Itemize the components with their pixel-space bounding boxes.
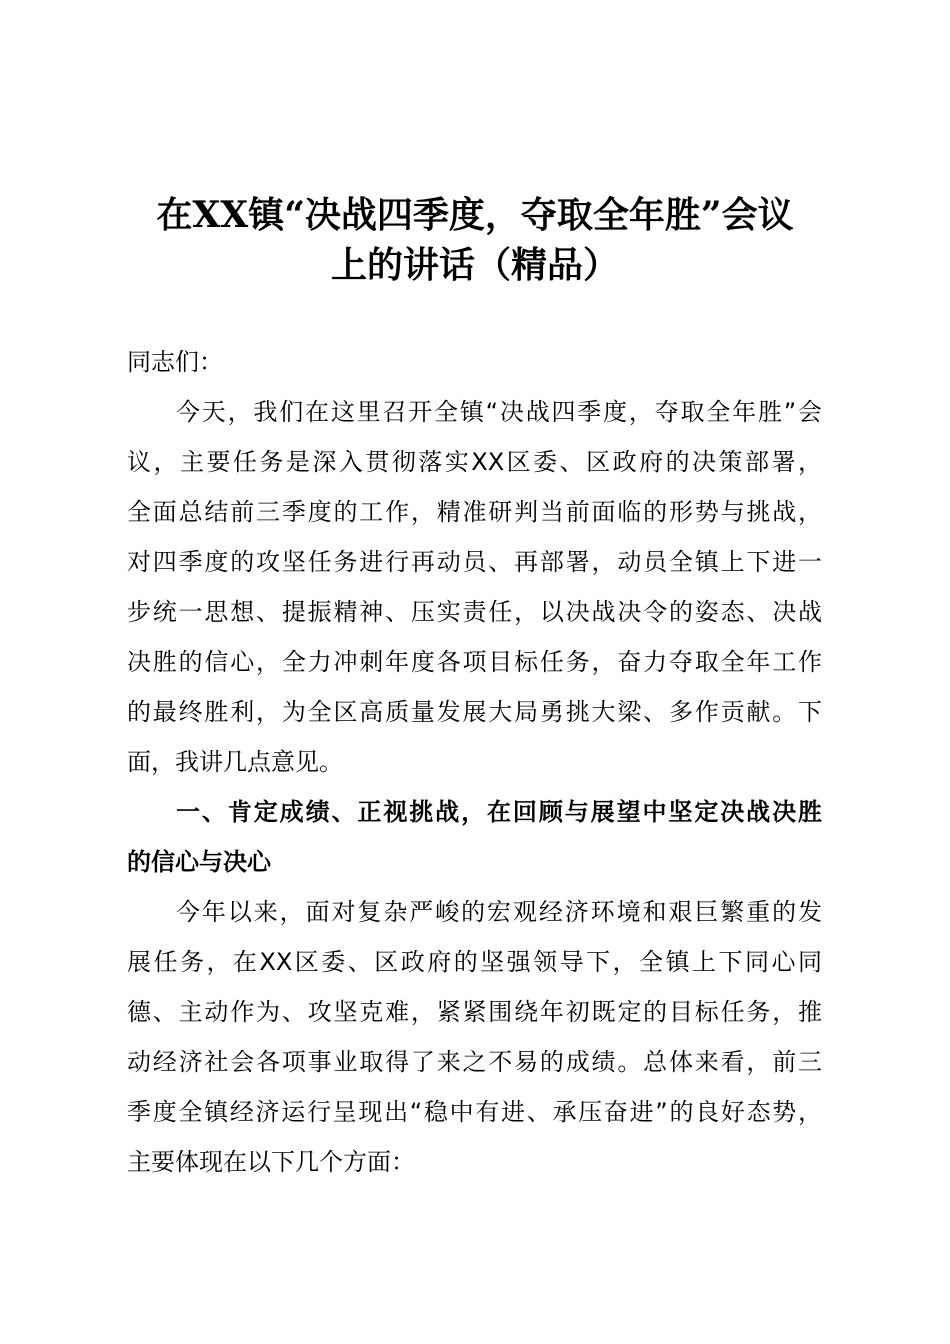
paragraph-line: 的最终胜利，为全区高质量发展大局勇挑大梁、多作贡献。下 xyxy=(127,698,822,726)
paragraph-line: 全面总结前三季度的工作，精准研判当前面临的形势与挑战， xyxy=(127,498,822,526)
paragraph-line: 季度全镇经济运行呈现出“稳中有进、承压奋进”的良好态势， xyxy=(127,1098,822,1126)
paragraph-line: 主要体现在以下几个方面： xyxy=(127,1148,415,1176)
paragraph-line: 决胜的信心，全力冲刺年度各项目标任务，奋力夺取全年工作 xyxy=(127,648,822,676)
paragraph-line: 议，主要任务是深入贯彻落实XX区委、区政府的决策部署， xyxy=(127,448,822,476)
paragraph-line: 对四季度的攻坚任务进行再动员、再部署，动员全镇上下进一 xyxy=(127,548,822,576)
document-title-line-1: 在XX镇“决战四季度，夺取全年胜”会议 xyxy=(156,194,794,236)
paragraph-line: 步统一思想、提振精神、压实责任，以决战决令的姿态、决战 xyxy=(127,598,822,626)
paragraph-line: 今天，我们在这里召开全镇“决战四季度，夺取全年胜”会 xyxy=(176,398,822,426)
document-title-line-2: 上的讲话（精品） xyxy=(330,244,619,286)
paragraph-line: 今年以来，面对复杂严峻的宏观经济环境和艰巨繁重的发 xyxy=(176,898,822,926)
paragraph-line: 展任务，在XX区委、区政府的坚强领导下，全镇上下同心同 xyxy=(127,948,822,976)
heading-line: 的信心与决心 xyxy=(127,848,271,876)
paragraph-line: 动经济社会各项事业取得了来之不易的成绩。总体来看，前三 xyxy=(127,1048,822,1076)
paragraph-line: 面，我讲几点意见。 xyxy=(127,748,343,776)
heading-line: 一、肯定成绩、正视挑战，在回顾与展望中坚定决战决胜 xyxy=(176,798,822,826)
salutation: 同志们： xyxy=(127,348,223,376)
paragraph-line: 德、主动作为、攻坚克难，紧紧围绕年初既定的目标任务，推 xyxy=(127,998,822,1026)
